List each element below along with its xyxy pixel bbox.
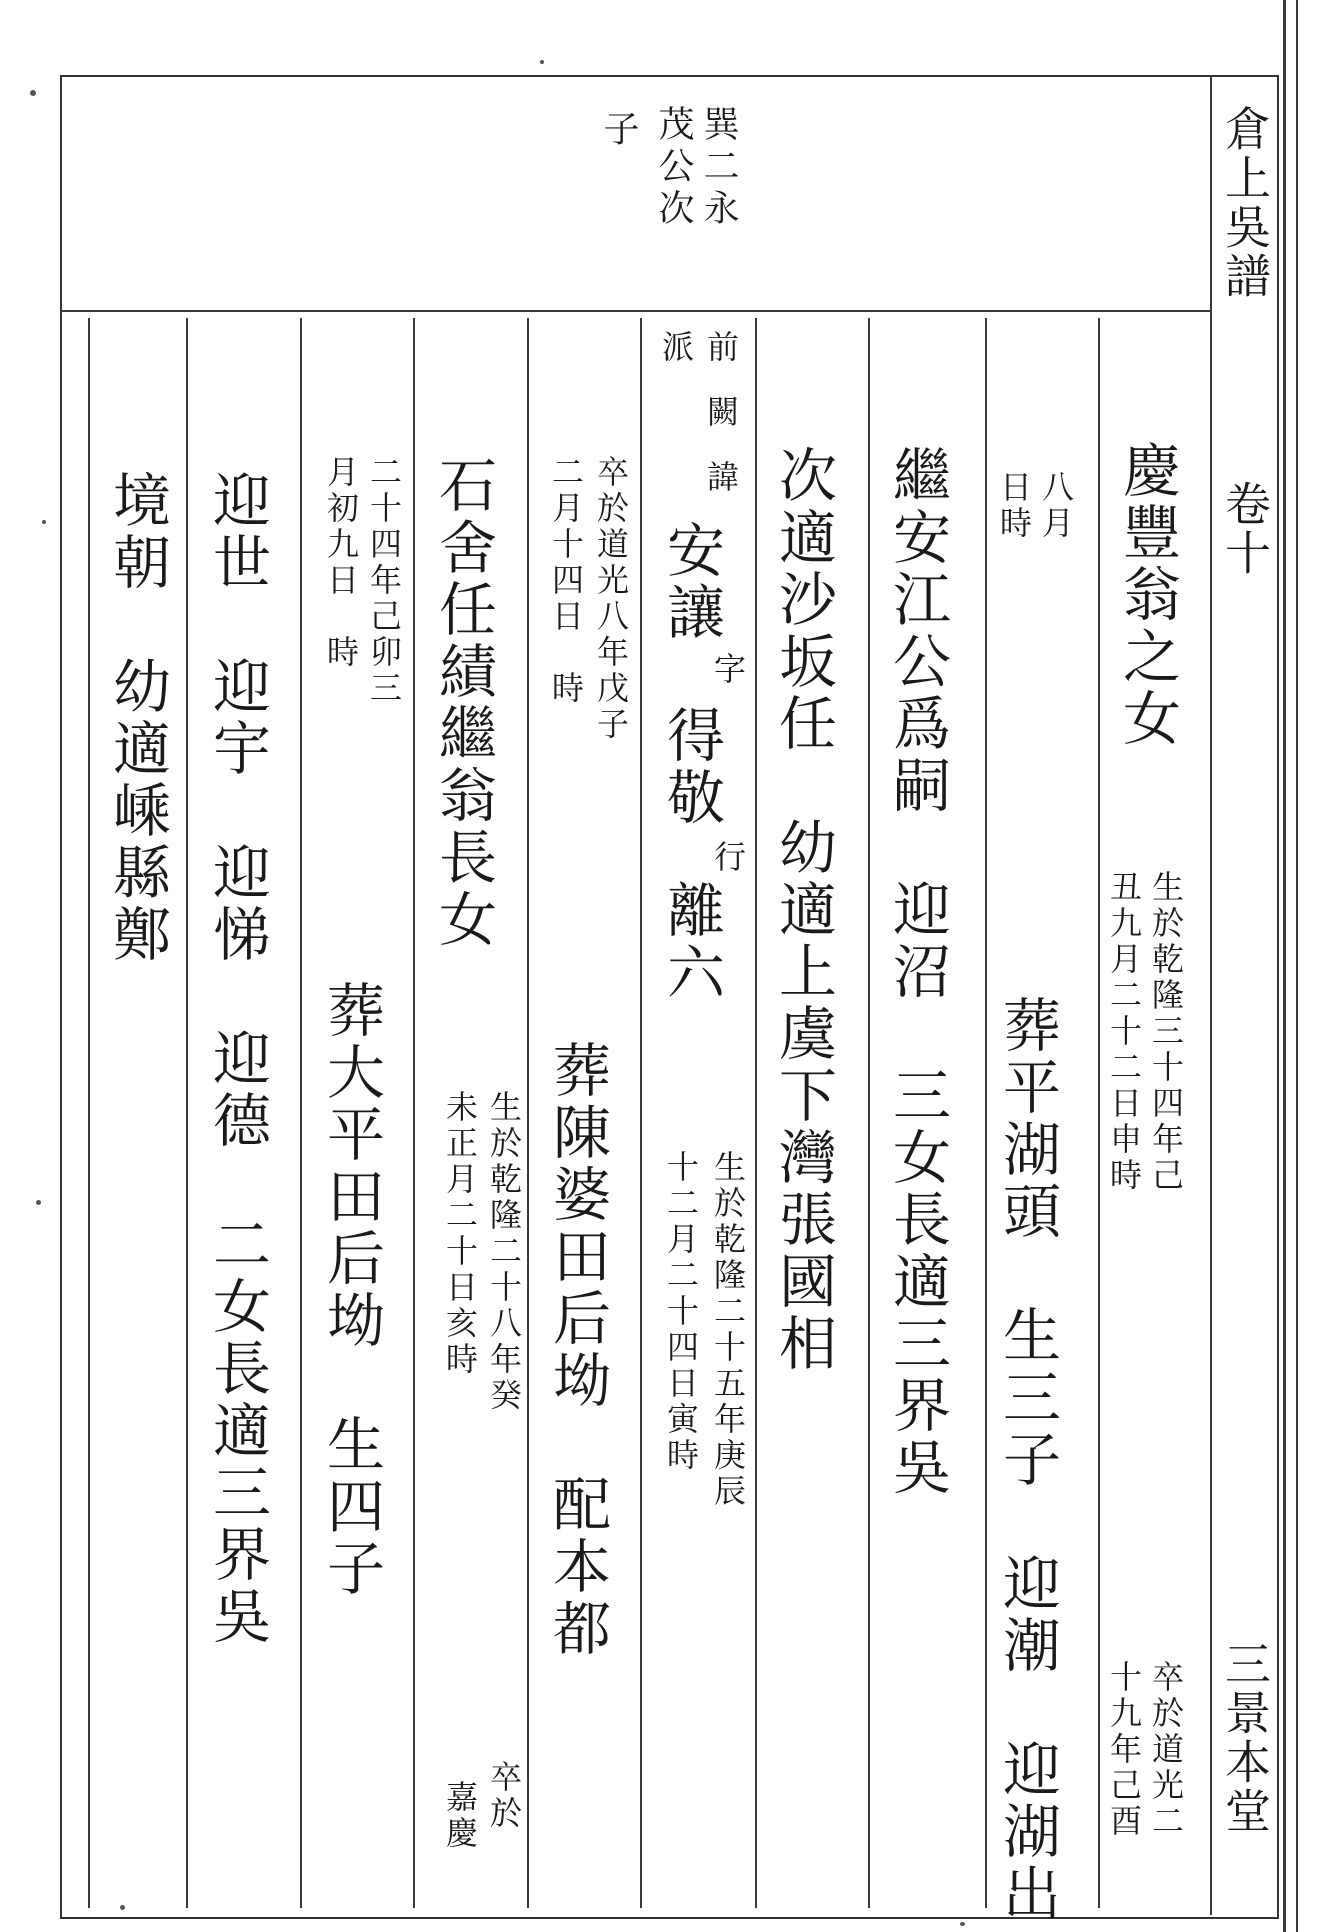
column-divider xyxy=(300,318,302,1908)
col5-pai: 派 xyxy=(657,330,695,366)
margin-title: 倉上吳譜 xyxy=(1218,105,1272,301)
col8-note-a: 二十四年己卯三 xyxy=(365,455,403,707)
col8-text: 葬大平田后坳 生四子 xyxy=(317,980,385,1600)
col2-text: 葬平湖頭 生三子 迎潮 迎湖出 xyxy=(993,995,1061,1925)
column-divider xyxy=(88,318,90,1908)
col6-note-a: 卒於道光八年戊子 xyxy=(592,455,630,743)
scan-speck xyxy=(540,60,544,64)
col6-note-b: 二月十四日 時 xyxy=(547,455,585,707)
col6-text: 葬陳婆田后坳 配本都 xyxy=(543,1040,611,1660)
margin-rule-left xyxy=(1210,75,1212,1915)
col10-text: 境朝 幼適嵊縣鄭 xyxy=(103,470,171,966)
margin-page: 三景本堂 xyxy=(1218,1640,1272,1836)
col3-text: 繼安江公爲嗣 迎沼 三女長適三界吳 xyxy=(883,445,951,1499)
header-divider xyxy=(60,310,1210,312)
col1-note-b: 丑九月二十二日申時 xyxy=(1105,870,1143,1194)
col7-note-c: 卒於 xyxy=(485,1760,523,1832)
column-divider xyxy=(755,318,757,1908)
column-divider xyxy=(640,318,642,1908)
col5-name: 安讓 xyxy=(657,520,725,644)
col5-qian: 前 xyxy=(702,330,740,366)
col2-month: 八月 xyxy=(1037,470,1075,542)
header-line-2: 茂公次 xyxy=(653,105,694,231)
col5-courtesy: 得敬 xyxy=(657,705,725,829)
header-line-1: 巽二永 xyxy=(698,105,739,231)
scan-speck xyxy=(42,520,46,524)
col1-note-d: 十九年己酉 xyxy=(1105,1660,1143,1840)
col7-note-d: 嘉慶 xyxy=(441,1780,479,1852)
col5-hang: 行 xyxy=(709,840,747,876)
col7-text: 石舍任績繼翁長女 xyxy=(429,455,497,951)
margin-juan: 卷十 xyxy=(1218,480,1272,578)
col1-note-c: 卒於道光二 xyxy=(1147,1660,1185,1840)
column-divider xyxy=(527,318,529,1908)
column-divider xyxy=(413,318,415,1908)
col1-note-a: 生於乾隆三十四年己 xyxy=(1147,870,1185,1194)
col7-note-b: 未正月二十日亥時 xyxy=(441,1090,479,1378)
col9-text: 迎世 迎宇 迎悌 迎德 二女長適三界吳 xyxy=(203,470,271,1648)
column-divider xyxy=(1098,318,1100,1908)
scan-speck xyxy=(36,1200,41,1205)
column-divider xyxy=(186,318,188,1908)
col8-note-b: 月初九日 時 xyxy=(322,455,360,671)
margin-rule-outer xyxy=(1296,0,1298,1932)
header-line-3: 子 xyxy=(598,110,639,152)
col5-que: 闕 xyxy=(702,395,740,431)
column-divider xyxy=(868,318,870,1908)
col5-note-a: 生於乾隆二十五年庚辰 xyxy=(709,1150,747,1510)
col7-note-a: 生於乾隆二十八年癸 xyxy=(485,1090,523,1414)
col1-main: 慶豐翁之女 xyxy=(1113,440,1181,750)
scan-speck xyxy=(120,1905,125,1910)
col5-rank: 離六 xyxy=(657,880,725,1004)
col2-day: 日時 xyxy=(995,470,1033,542)
col4-text: 次適沙坂任 幼適上虞下灣張國相 xyxy=(769,445,837,1375)
column-divider xyxy=(985,318,987,1908)
margin-rule-right xyxy=(1283,0,1286,1932)
col5-note-b: 十二月二十四日寅時 xyxy=(662,1150,700,1474)
col5-hui: 諱 xyxy=(702,460,740,496)
scan-speck xyxy=(30,90,36,96)
col5-zi: 字 xyxy=(709,652,747,688)
scan-speck xyxy=(960,1922,965,1926)
